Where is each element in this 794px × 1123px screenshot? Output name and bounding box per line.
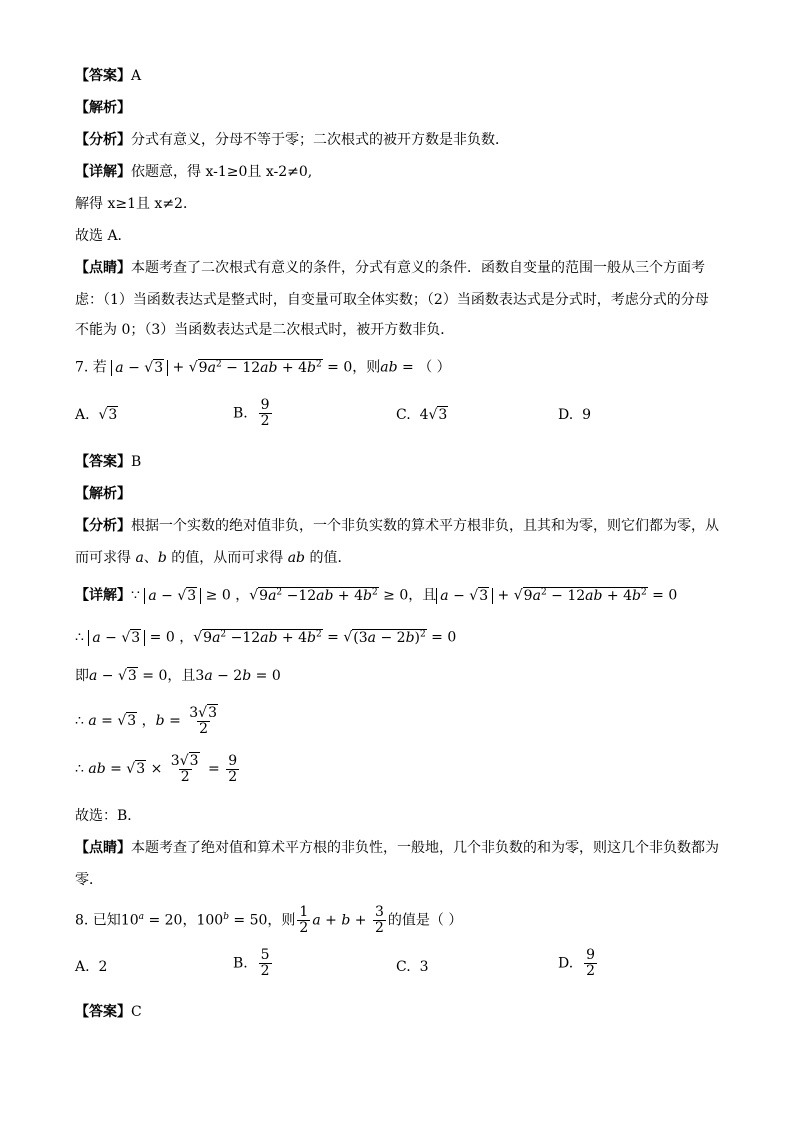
q7-ab-result: ∴ ab = √3 × $\frac{3√3}{2}$ = $\frac{9}{2}$ xyxy=(75,752,238,785)
q8-option-d[interactable]: D. $\frac{9}{2}$ xyxy=(558,947,596,979)
q7-option-c[interactable]: C. 4√3 xyxy=(396,407,448,423)
q8-stem: 8. 已知$10^a = 20$，$100^b = 50$，则 $\frac{1}{2}$ a + b + $\frac{3}{2}$ 的值是（ ） xyxy=(75,904,463,937)
q7-option-b[interactable]: B. $\frac{9}{2}$ xyxy=(233,397,270,429)
q8-answer: 【答案】C xyxy=(75,1004,142,1020)
q8-option-a[interactable]: A. 2 xyxy=(75,959,108,975)
q8-option-b[interactable]: B. $\frac{5}{2}$ xyxy=(233,947,270,979)
q7-fenxi-1: 【分析】根据一个实数的绝对值非负，一个非负实数的算术平方根非负，且其和为零，则它们都为零，从 xyxy=(75,518,719,534)
q6-analysis-heading: 【解析】 xyxy=(75,100,131,116)
q6-xiangjie: 【详解】依题意，得 x-1≥0且 x-2≠0, xyxy=(75,164,313,180)
q7-analysis-heading: 【解析】 xyxy=(75,486,131,502)
q6-solve: 解得 x≥1且 x≠2． xyxy=(75,196,197,212)
q7-option-d[interactable]: D. 9 xyxy=(558,407,592,423)
q7-xiangjie-line: 【详解】∵ a − √3 ≥ 0 ，$√9a^2 -12ab + 4b^2 \ge 0$，且 $a - √3 + √9a^2 - 12ab + 4b^2 = 0$ xyxy=(75,587,678,604)
q6-choose: 故选 A． xyxy=(75,228,132,244)
q7-answer: 【答案】B xyxy=(75,454,142,470)
q7-values: ∴ a = √3 ，b = $\frac{3√3}{2}$ xyxy=(75,704,218,737)
q6-answer: 【答案】A xyxy=(75,68,142,84)
q7-choose: 故选：B． xyxy=(75,808,142,824)
q7-ji-line: 即a − √3 = 0，且3a − 2b = 0 xyxy=(75,668,281,684)
q7-stem: 7. 若 $a - √3 + √9a^2 - 12ab + 4b^2 = 0$，则ab = （ ） xyxy=(75,359,451,376)
q7-dianjing-2: 零． xyxy=(75,872,103,888)
q7-fenxi-2: 而可求得 a、b 的值，从而可求得 ab 的值． xyxy=(75,550,352,566)
q6-dianjing-2: 虑：（1）当函数表达式是整式时，自变量可取全体实数；（2）当函数表达式是分式时，考虑分式的分母 xyxy=(75,292,709,308)
q6-dianjing-3: 不能为 0；（3）当函数表达式是二次根式时，被开方数非负． xyxy=(75,322,455,338)
q8-option-c[interactable]: C. 3 xyxy=(396,959,429,975)
q6-dianjing-1: 【点睛】本题考查了二次根式有意义的条件，分式有意义的条件．函数自变量的范围一般从三个方面考 xyxy=(75,260,705,276)
q7-dianjing-1: 【点睛】本题考查了绝对值和算术平方根的非负性，一般地，几个非负数的和为零，则这几个非负数都为 xyxy=(75,840,719,856)
q7-option-a[interactable]: A. √3 xyxy=(75,407,118,423)
q7-therefore-1: ∴ a − √3 = 0 ，$√9a^2 -12ab + 4b^2 = √(3a - 2b)^2 = 0$ xyxy=(75,629,457,646)
q6-fenxi: 【分析】分式有意义，分母不等于零；二次根式的被开方数是非负数． xyxy=(75,132,509,148)
